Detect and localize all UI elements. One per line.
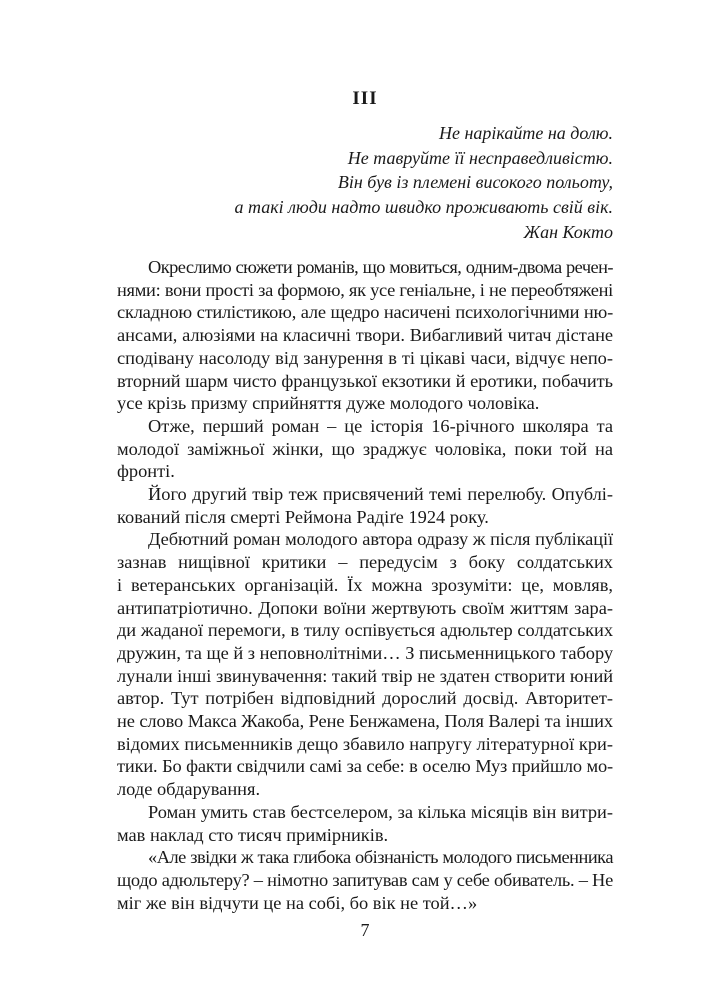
text-line: міг же він відчути це на собі, бо вік не той…» [117,892,478,913]
paragraph [117,415,613,483]
text-line: лунали інші звинувачення: такий твір не здатен створити юний [117,665,614,686]
epigraph-author: Жан Кокто [523,222,613,242]
text-line: нями: вони прості за формою, як усе геніальне, і не переобтяжені [117,279,613,300]
text-line: Його другий твір теж присвячений темі перелюбу. Опублі- [148,484,613,505]
text-line: і ветеранських організацій. Їх можна зрозуміти: це, мовляв, [117,574,613,595]
chapter-heading: III [352,88,378,109]
paragraph [117,846,613,914]
text-line: тики. Бо факти свідчили самі за себе: в оселю Муз прийшло мо- [117,756,613,777]
paragraph [117,528,613,800]
text-line: усе крізь призму сприйняття дуже молодого чоловіка. [117,393,540,414]
text-line: зазнав нищівної критики – передусім з боку солдатських [117,552,613,573]
epigraph [117,121,613,219]
text-line: складною стилістикою, але щедро насичені психологічними ню- [117,302,613,323]
page-number: 7 [360,920,370,940]
text-line: Роман умить став бестселером, за кілька місяців він витри- [148,801,613,822]
text-line: кований після смерті Реймона Радіґе 1924 року. [117,506,489,527]
epigraph-line: Не нарікайте на долю. [438,123,613,143]
text-line: молодої заміжньої жінки, що зраджує чоловіка, поки той на [117,438,613,459]
text-line: не слово Макса Жакоба, Рене Бенжамена, Поля Валері та інших [117,711,613,732]
text-line: Окреслимо сюжети романів, що мовиться, одним-двома речен- [148,257,613,277]
text-line: автор. Тут потрібен відповідний дорослий досвід. Авторитет- [117,688,613,709]
text-line: фронті. [117,461,175,482]
text-line: вторний шарм чисто французької екзотики й еротики, побачить [117,370,613,391]
text-line: сподівану насолоду від занурення в ті цікаві часи, відчує непо- [117,347,613,368]
body-text [117,256,613,914]
text-line: щодо адюльтеру? – німотно запитував сам у себе обиватель. – Не [117,869,613,890]
text-line: антипатріотично. Допоки воїни жертвують своїм життям зара- [117,597,613,618]
paragraph [117,483,613,528]
text-line: лоде обдарування. [117,779,261,800]
text-line: «Але звідки ж така глибока обізнаність молодого письменника [148,847,613,868]
text-line: Дебютний роман молодого автора одразу ж після публікації [148,529,613,550]
book-page [117,0,613,1000]
text-line: ди жаданої перемоги, в тилу оспівується адюльтер солдатських [117,620,613,641]
epigraph-line: а такі люди надто швидко проживають свій вік. [234,196,613,217]
text-line: Отже, перший роман – це історія 16-річного школяра та [148,415,613,436]
text-line: відомих письменників дещо збавило напругу літературної кри- [117,733,613,754]
paragraph [117,256,613,415]
text-line: ансами, алюзіями на класичні твори. Вибагливий читач дістане [117,325,613,346]
text-line: мав наклад сто тисяч примірників. [117,824,389,845]
epigraph-line: Він був із племені високого польоту, [337,172,613,192]
paragraph [117,801,613,846]
text-line: дружин, та ще й з неповнолітніми… З письменницького табору [117,642,613,663]
epigraph-line: Не тавруйте її несправедливістю. [347,147,613,168]
